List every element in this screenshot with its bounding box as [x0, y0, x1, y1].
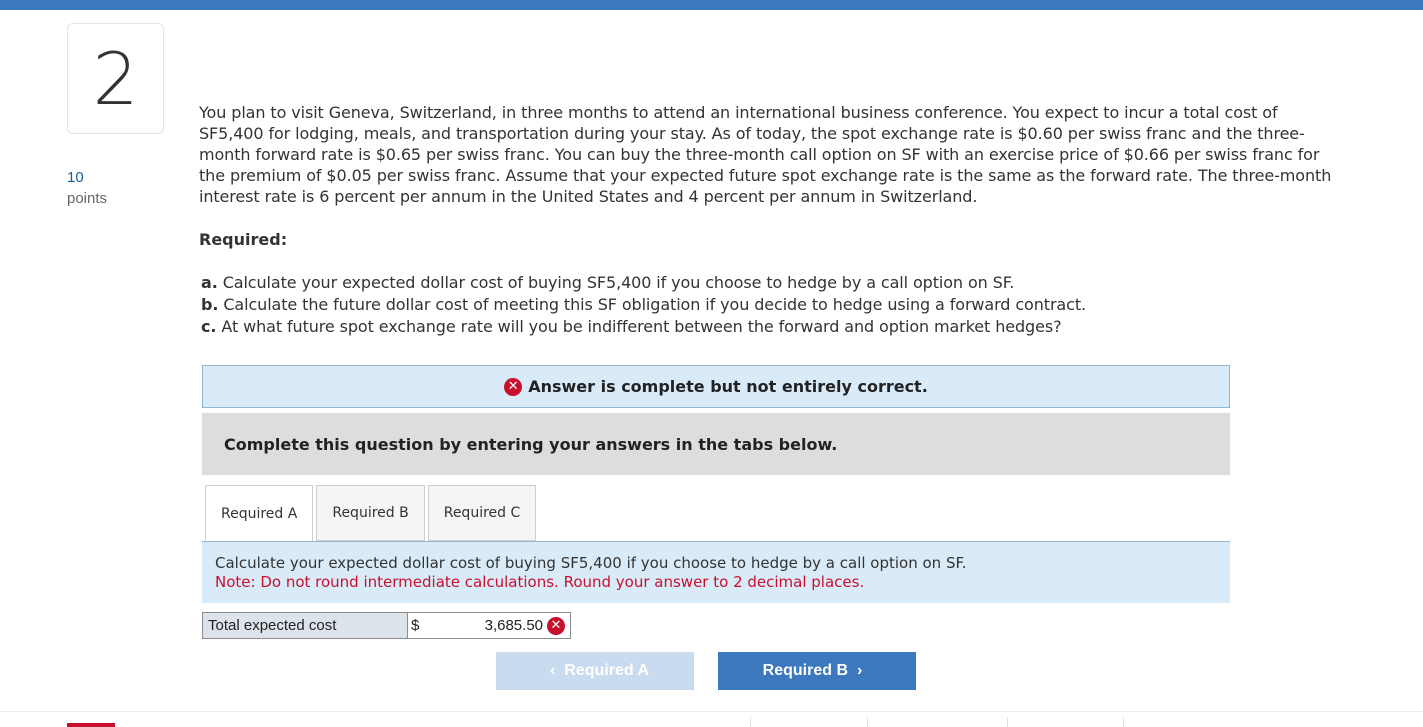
- tab-required-b[interactable]: [316, 485, 424, 541]
- part-b: [201, 294, 1086, 316]
- part-b-letter: b.: [201, 295, 219, 314]
- answer-value[interactable]: 3,685.50: [484, 617, 543, 634]
- x-circle-icon: ✕: [547, 617, 565, 635]
- part-a: [201, 272, 1086, 294]
- footer-divider-tick: [1123, 717, 1124, 727]
- task-note: Note: Do not round intermediate calculations. Round your answer to 2 decimal places.: [215, 573, 865, 591]
- task-text: Calculate your expected dollar cost of buying SF5,400 if you choose to hedge by a call option on SF.: [215, 554, 967, 572]
- footer-divider-tick: [867, 717, 868, 727]
- instruction-text: Complete this question by entering your answers in the tabs below.: [224, 434, 838, 454]
- required-heading: Required:: [199, 230, 288, 249]
- currency-symbol: $: [411, 617, 420, 634]
- prev-button-label: Required A: [564, 662, 650, 679]
- footer-divider: [0, 711, 1423, 712]
- instruction-box: [202, 413, 1230, 475]
- chevron-left-icon: ‹: [549, 662, 556, 679]
- part-c-text: At what future spot exchange rate will you be indifferent between the forward and option market hedges?: [221, 317, 1062, 336]
- top-header-bar: [0, 0, 1423, 10]
- footer-divider-tick: [1007, 717, 1008, 727]
- tab-required-c[interactable]: [428, 485, 537, 541]
- tab-label: Required A: [221, 505, 298, 522]
- feedback-banner: [202, 365, 1230, 408]
- task-panel: [202, 541, 1230, 603]
- question-text: You plan to visit Geneva, Switzerland, in three months to attend an international business conference. You expect to incur a total cost of SF5,400 for lodging, meals, and transportation during your stay. As of today, the spot exchange rate is $0.60 per swiss franc and the three-month forward rate is $0.65 per swiss franc. You can buy the three-month call option on SF with an exercise price of $0.66 per swiss franc for the premium of $0.05 per swiss franc. Assume that your expected future spot exchange rate is the same as the forward rate. The three-month interest rate is 6 percent per annum in the United States and 4 percent per annum in Switzerland.: [199, 103, 1332, 206]
- required-tabs: [205, 485, 536, 542]
- points-value: 10: [67, 169, 84, 186]
- tab-label: Required B: [332, 505, 409, 521]
- tab-required-a[interactable]: [205, 485, 313, 542]
- feedback-banner-text: Answer is complete but not entirely correct.: [528, 377, 928, 396]
- answer-row: [202, 612, 571, 639]
- question-number: 2: [67, 23, 164, 134]
- points-label: points: [67, 190, 108, 207]
- chevron-right-icon: ›: [857, 662, 863, 679]
- answer-label: Total expected cost: [202, 612, 408, 639]
- next-button-label: Required B: [762, 662, 848, 679]
- part-c: [201, 316, 1086, 338]
- part-a-letter: a.: [201, 273, 218, 292]
- footer-divider-tick: [750, 717, 751, 727]
- footer-progress-marker: [67, 723, 115, 727]
- part-b-text: Calculate the future dollar cost of meeting this SF obligation if you decide to hedge using a forward contract.: [223, 295, 1086, 314]
- part-a-text: Calculate your expected dollar cost of buying SF5,400 if you choose to hedge by a call option on SF.: [222, 273, 1015, 292]
- part-c-letter: c.: [201, 317, 217, 336]
- x-circle-icon: ✕: [504, 378, 522, 396]
- answer-input[interactable]: [408, 612, 571, 639]
- next-required-button[interactable]: [718, 652, 916, 690]
- tab-label: Required C: [443, 505, 521, 521]
- required-parts-list: [201, 272, 1086, 338]
- prev-required-button[interactable]: [496, 652, 694, 690]
